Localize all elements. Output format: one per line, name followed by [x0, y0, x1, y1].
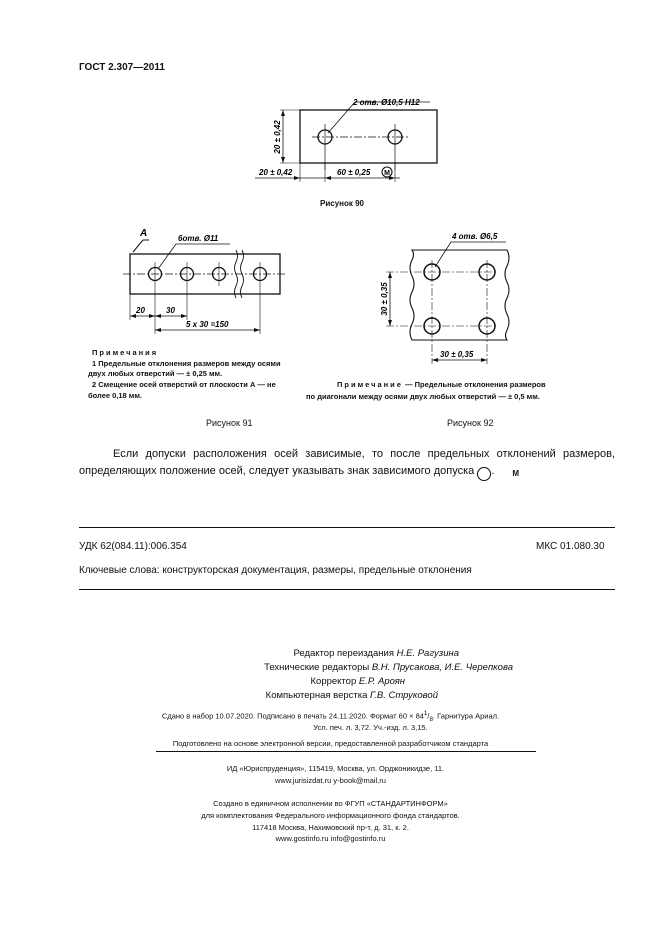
- print-info-line2: Усл. печ. л. 3,72. Уч.-изд. л. 3,15.: [313, 723, 428, 732]
- editor-row-2: [150, 661, 513, 675]
- paragraph-text: Если допуски расположения осей зависимые, то после предельных отклонений размеров, определяющих положение осей, следует указывать знак зависимого допуска: [79, 448, 615, 477]
- udk-code: УДК 62(084.11):006.354: [79, 541, 187, 552]
- editor-role: Технические редакторы: [264, 662, 370, 673]
- print-info-tail: . Гарнитура Ариал.: [432, 711, 500, 721]
- m-symbol-icon: M: [477, 467, 491, 481]
- fig91-dim-a: 20: [136, 306, 145, 315]
- print-info-line1: Сдано в набор 10.07.2020. Подписано в печать 24.11.2020. Формат $60 \times 84^1/_8$. Гарнитура Ариал.: [161, 710, 500, 723]
- fig91-note-title: Примечания: [92, 348, 159, 357]
- body-paragraph: Если допуски расположения осей зависимые, то после предельных отклонений размеров, определяющих положение осей, следует указывать знак зависимого допуска M.: [79, 446, 615, 481]
- fig92-note-title: Примечание: [337, 380, 403, 389]
- fig92-hole-callout: 4 отв. Ø6,5: [452, 232, 498, 241]
- keywords: Ключевые слова: конструкторская документация, размеры, предельные отклонения: [79, 565, 472, 576]
- fig92-caption: Рисунок 92: [447, 418, 494, 428]
- fig90-dim-center: 60 ± 0,25: [337, 168, 371, 177]
- fig91-view-label: А: [140, 228, 148, 239]
- editor-name: Н.Е. Рагузина: [396, 648, 459, 659]
- fig90-m-symbol: M: [384, 170, 390, 177]
- editor-name: Г.В. Струковой: [370, 690, 438, 701]
- publisher-line1: ИД «Юриспруденция», 115419, Москва, ул. Орджоникидзе, 11.: [226, 764, 445, 773]
- divider-bottom: [79, 589, 615, 590]
- fig91-dim-c: 5 x 30 =150: [186, 320, 229, 329]
- figure-92-drawing: [378, 222, 528, 367]
- fig91-dim-b: 30: [166, 306, 175, 315]
- editor-role: Корректор: [310, 676, 357, 687]
- fig90-caption: Рисунок 90: [320, 199, 364, 208]
- format-frac-num: 1: [423, 710, 428, 717]
- fig91-caption: Рисунок 91: [206, 418, 253, 428]
- divider-print: [156, 751, 536, 752]
- editor-name: Е.Р. Ароян: [358, 676, 405, 687]
- standard-header: ГОСТ 2.307—2011: [79, 62, 165, 73]
- format-frac-den: 8: [429, 716, 433, 723]
- fig92-note-a: — Предельные отклонения размеров: [405, 380, 546, 389]
- editors-block: [150, 647, 513, 703]
- print-info-text: Сдано в набор 10.07.2020. Подписано в печать 24.11.2020. Формат 60 × 84: [161, 711, 424, 721]
- fig92-dim-vertical: 30 ± 0,35: [380, 282, 389, 316]
- editor-row-3: [150, 675, 405, 689]
- print-info-line3: Подготовлено на основе электронной версии, предоставленной разработчиком стандарта: [172, 739, 489, 748]
- fig91-note-1a: 1 Предельные отклонения размеров между осями: [92, 359, 281, 368]
- publisher-line2: www.jurisizdat.ru y-book@mail.ru: [275, 776, 386, 785]
- producer-line1: Создано в единичном исполнении во ФГУП «СТАНДАРТИНФОРМ»: [213, 799, 448, 808]
- fig91-note-2b: более 0,18 мм.: [88, 391, 142, 400]
- editor-name: В.Н. Прусакова, И.Е. Черепкова: [371, 662, 513, 673]
- figure-90-drawing: [250, 90, 450, 195]
- figure-91-drawing: [118, 222, 293, 337]
- fig90-dim-vertical: 20 ± 0,42: [273, 120, 282, 154]
- fig90-hole-callout: 2 отв. Ø10,5 H12: [353, 98, 420, 107]
- fig90-dim-left: 20 ± 0,42: [259, 168, 293, 177]
- producer-line2: для комплектования Федерального информационного фонда стандартов.: [201, 811, 460, 820]
- fig91-note-1b: двух любых отверстий — ± 0,25 мм.: [88, 369, 223, 378]
- editor-role: Редактор переиздания: [293, 648, 394, 659]
- editor-role: Компьютерная верстка: [265, 690, 368, 701]
- editor-row-4: [150, 689, 438, 703]
- divider-top: [79, 527, 615, 528]
- producer-line4: www.gostinfo.ru info@gostinfo.ru: [275, 834, 386, 843]
- fig92-note-b: по диагонали между осями двух любых отверстий — ± 0,5 мм.: [306, 392, 540, 401]
- fig91-note-2a: 2 Смещение осей отверстий от плоскости А — не: [92, 380, 276, 389]
- fig92-dim-horizontal: 30 ± 0,35: [440, 350, 474, 359]
- fig91-hole-callout: 6отв. Ø11: [178, 234, 219, 243]
- mks-code: МКС 01.080.30: [536, 541, 605, 552]
- editor-row-1: [150, 647, 459, 661]
- producer-line3: 117418 Москва, Нахимовский пр-т, д. 31, к. 2.: [252, 823, 409, 832]
